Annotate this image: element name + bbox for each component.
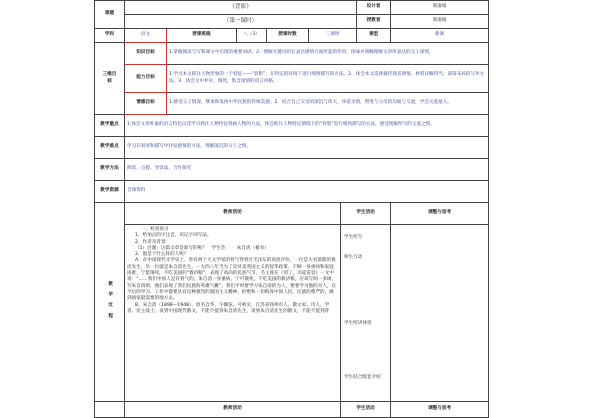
- footer-col-student: 学生活动: [341, 402, 391, 418]
- teacher-line: 一、检查预习: [141, 227, 169, 232]
- time-value: 三课时: [309, 29, 357, 43]
- key-point-label: 教学重点: [95, 115, 125, 137]
- process-col-adjust: 调整与思考: [391, 203, 489, 225]
- student-note: 师生互动: [344, 255, 363, 260]
- ability-goal-text: 1.学习本文抓住人物形象的一个特征——“背影”，在特定的环境下进行细致描写的方法。2．体会本文选择最传现省感情，材料详略得当，谋篇布局的写作方法。3．体会文中朴实、细致，饱含深情的语言风格。: [167, 65, 489, 93]
- footer-col-teacher: 教师活动: [125, 402, 341, 418]
- student-note: 学生听写: [344, 235, 363, 240]
- lesson-plan-document: [94, 0, 488, 412]
- footer-blank-cell: [95, 402, 125, 418]
- difficulty-label: 教学难点: [95, 137, 125, 159]
- teacher-line: A、在中国现代文学史上，曾有两个大文学家的骨气得到过毛泽东的高度评价，一位是大名鼎鼎的鲁迅先生，另一位就是朱自清先生。一九四八年当为了反对美英国主义的侵华政策，不顾一身重病和家庭困难，宁愿饿死，不吃美国的“救济粮”，表现了高尚的民族气节。毛主席在《别了，司徒雷登》一文中说：“……我们中国人是有骨气的。朱自清一身重病，宁可饿死，不吃美国的救济粮。应该写闻一多颂，写朱自清颂，他们表现了我们民族的英雄气概”。我们平时要学习朱自清的为人，要要学习他的为人，在今后的学习、工作中都要具有这种强烈的爱国主义精神，拒绝和一切侮辱中国人民，民族的尊严的，做到国家最需要的地方去。: [127, 258, 337, 302]
- class-value: 八（3）: [237, 29, 267, 43]
- resource-text: 音频资料: [125, 181, 489, 203]
- type-label: 课型: [357, 29, 391, 43]
- teacher-line: 1、给加点的字注音，识记字词写法。: [135, 233, 212, 239]
- teacher-name: 邢淑娟: [391, 15, 489, 29]
- resource-label: 教学资源: [95, 181, 125, 203]
- teacher-line: （1）过题：这篇文章是谁写的呢？ 学生答： 朱自清（板书）: [135, 245, 269, 251]
- ability-goal-label: 能力目标: [125, 65, 167, 93]
- teacher-activity-cell: [125, 225, 341, 402]
- process-col-teacher: 教师活动: [125, 203, 341, 225]
- topic-subtitle: （第一课时）: [125, 15, 357, 29]
- footer-col-adjust: 调整与思考: [391, 402, 489, 418]
- process-label: 教学过程: [95, 203, 125, 402]
- teacher-line: 2、作者及背景：: [135, 239, 171, 245]
- adjust-cell: [391, 225, 489, 402]
- class-label: 授课班级: [167, 29, 237, 43]
- process-col-student: 学生活动: [341, 203, 391, 225]
- method-text: 朗读、点拨、导读法、合作探究: [125, 159, 489, 181]
- teacher-label: 授教者: [357, 15, 391, 29]
- time-label: 授课时数: [267, 29, 309, 43]
- subject-label: 学科: [95, 29, 125, 43]
- teacher-line: B、朱自清（1898—1948），原名自华，字佩弦，号秋实，江苏省扬州市人。散文家、诗人、学者、民主战士。谈到中国现代散文，不能不提到朱自清先生，谈到朱自清先生的散文，不能不提到背: [127, 302, 330, 314]
- knowledge-goal-label: 知识目标: [125, 43, 167, 65]
- teacher-line: 2、他是个什么样的人呢？: [135, 252, 189, 258]
- type-value: 新课: [391, 29, 489, 43]
- difficulty-text: 学习在叙述和描写中抒发感情的方法，理解深沉的父子之情。: [125, 137, 489, 159]
- knowledge-goal-text: 1.掌握阅读与写和课文中出现的重要词语。2．理解关键词语在表达感情方面所起的作用，体味并领略理解文章所表达的父子深情。: [167, 43, 489, 65]
- method-label: 教学方法: [95, 159, 125, 181]
- designer-label: 设计者: [357, 1, 391, 15]
- topic-title: 《背影》: [125, 1, 357, 15]
- student-note: 学生听讲体悟: [344, 321, 372, 326]
- emotion-goal-text: 1.感受父子情深，继承和发扬中华民族的传统美德。2．结合自己交受的深沉与伟大，珍爱亲情，增进与父母的沟通与交流，学会关爱他人。: [167, 93, 489, 115]
- designer-name: 邢淑娟: [391, 1, 489, 15]
- key-point-text: 1.体会文章朴素的语言特色以及学习抓住人物特征刻画人物的方法，体会抓住人物特定情境下的“背影”进行细致描写的方法，感受现解所写的父爱之情。: [125, 115, 489, 137]
- emotion-goal-label: 情感目标: [125, 93, 167, 115]
- subject-value: 语文: [125, 29, 167, 43]
- goals-label: 三维目标: [95, 43, 125, 115]
- student-note: 学生结合配套介绍: [344, 375, 381, 380]
- topic-label: 课题: [95, 1, 125, 29]
- lesson-plan-table: [94, 0, 489, 418]
- student-activity-cell: [341, 225, 391, 402]
